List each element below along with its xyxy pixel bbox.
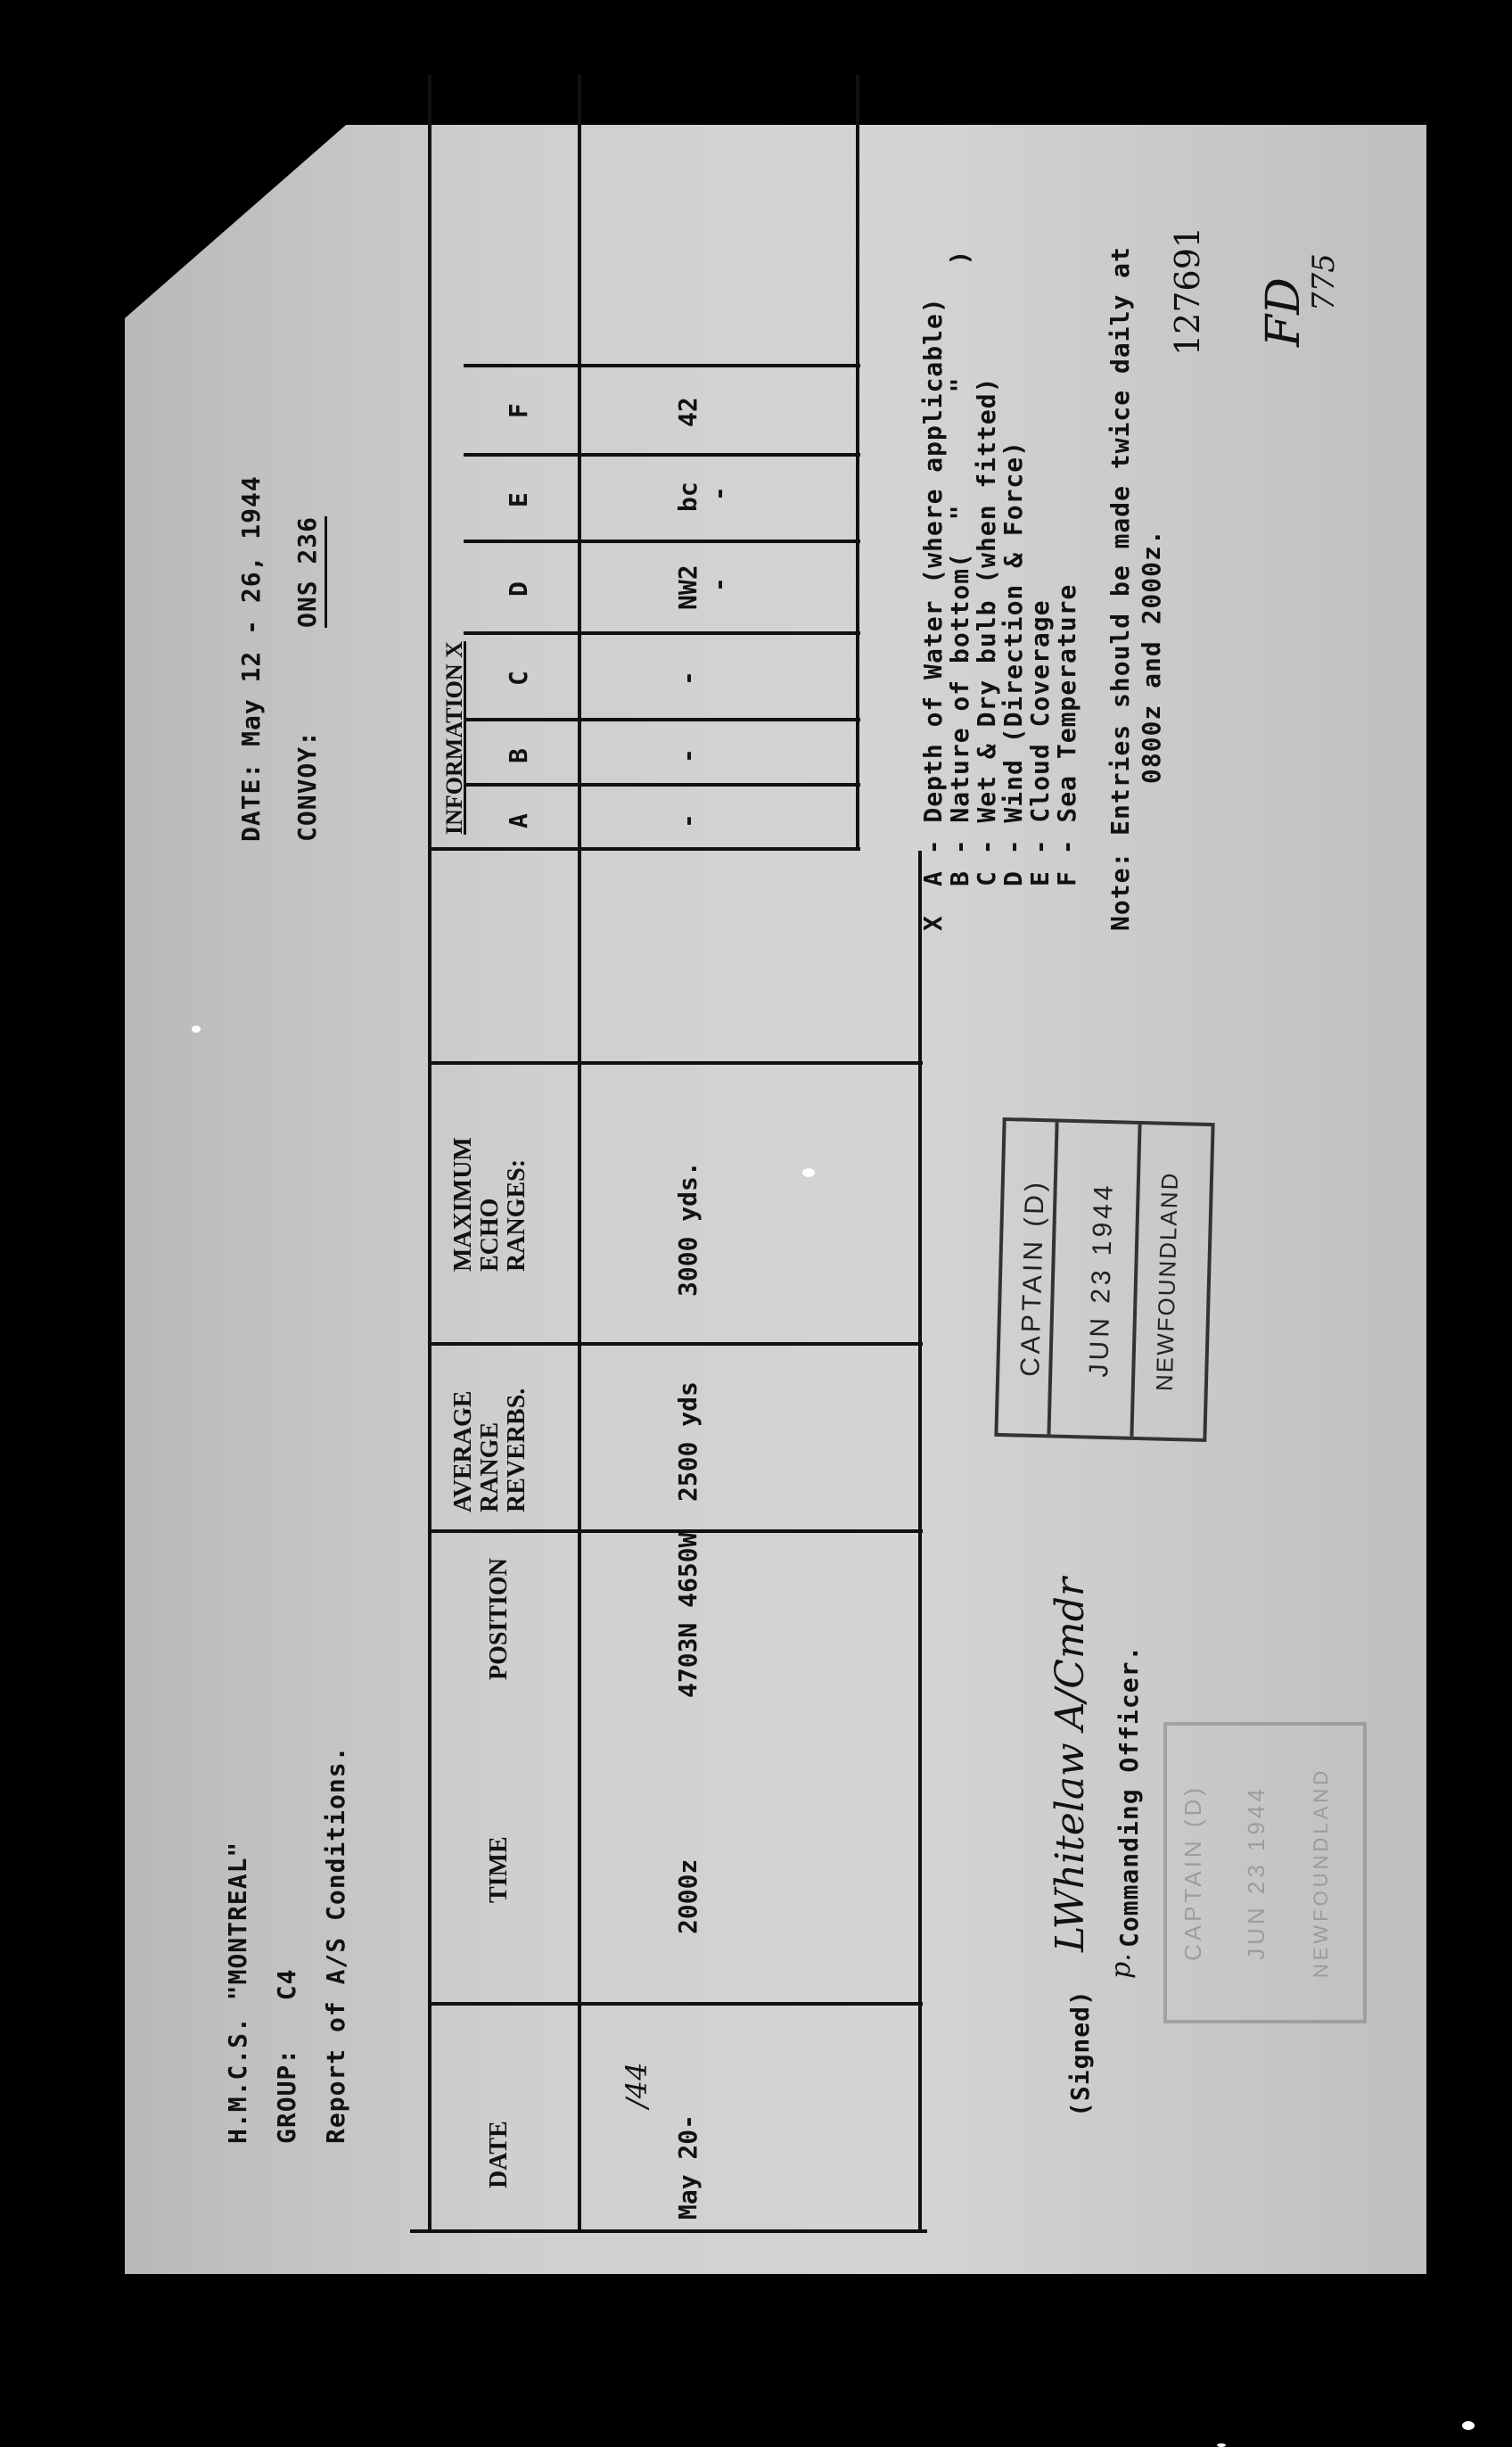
table-line-header-bottom — [578, 75, 581, 2233]
info-subheader-a: A — [504, 813, 533, 828]
handwritten-number: 775 — [1306, 253, 1342, 311]
row-position: 4703N 4650W — [673, 1532, 703, 1698]
table-line-left-bottom — [918, 851, 922, 2233]
row-info-e-sub: - — [704, 486, 734, 501]
scan-speck — [192, 1026, 201, 1033]
row-info-a: - — [673, 813, 703, 828]
stamp-line-2: JUN 23 1944 — [1084, 1181, 1119, 1378]
info-subheader-d: D — [504, 581, 533, 597]
note-line-1: Note: Entries should be made twice daily at — [1105, 246, 1135, 931]
row-info-c: - — [673, 671, 703, 686]
signature-prefix: p. — [1105, 1953, 1137, 1979]
faint-stamp-line-1: CAPTAIN (D) — [1179, 1784, 1206, 1962]
legend-item-b: B - Nature of bottom( " " ) — [945, 249, 974, 886]
table-col-sep-1 — [428, 2002, 923, 2006]
legend-item-a: A - Depth of Water (where applicable) — [918, 297, 948, 886]
convoy-label: CONVOY: — [292, 729, 322, 842]
row-info-f: 42 — [673, 397, 703, 427]
info-subheader-b: B — [504, 748, 533, 763]
table-col-sep-3 — [428, 1342, 923, 1346]
scan-speck — [1217, 2443, 1226, 2447]
scan-speck — [1462, 2421, 1475, 2430]
archive-number: 127691 — [1168, 226, 1207, 356]
row-info-b: - — [673, 748, 703, 763]
group-line: GROUP: C4 — [272, 1968, 301, 2144]
column-header-position: POSITION — [485, 1558, 513, 1680]
convoy-value: ONS 236 — [292, 515, 322, 628]
row-maximum-echo: 3000 yds. — [673, 1161, 703, 1297]
stamp-line-1: CAPTAIN (D) — [1015, 1178, 1050, 1378]
info-subheader-e: E — [504, 492, 533, 507]
faint-stamp — [1163, 1722, 1367, 2023]
row-average-range: 2500 yds — [673, 1381, 703, 1502]
table-line-right-bottom — [856, 75, 859, 851]
row-info-d-sub: - — [704, 577, 734, 592]
column-header-date: DATE — [485, 2121, 513, 2188]
table-line-top-right — [428, 75, 431, 307]
table-sub-sep-ab — [464, 783, 860, 787]
table-line-top — [428, 289, 431, 2233]
row-date: May 20- — [673, 2113, 703, 2220]
row-time: 2000z — [673, 1858, 703, 1934]
report-date: DATE: May 12 - 26, 1944 — [236, 475, 266, 842]
scan-speck — [802, 1168, 815, 1177]
note-line-2: 0800z and 2000z. — [1137, 529, 1166, 784]
handwritten-reference: FD — [1257, 277, 1311, 347]
table-sub-sep-cd — [464, 631, 860, 635]
legend-item-d: D - Wind (Direction & Force) — [998, 440, 1028, 886]
info-subheader-f: F — [504, 403, 533, 418]
captain-d-stamp — [994, 1117, 1214, 1442]
signatory-role: Commanding Officer. — [1114, 1644, 1144, 1948]
table-col-sep-4 — [428, 1061, 923, 1065]
ship-name: H.M.C.S. "MONTREAL" — [223, 1841, 252, 2144]
signed-label: (Signed) — [1065, 1990, 1095, 2117]
report-title: Report of A/S Conditions. — [321, 1745, 350, 2144]
stamp-divider-2 — [1130, 1125, 1141, 1437]
table-col-sep-0 — [410, 2229, 927, 2233]
table-col-sep-5 — [428, 847, 860, 851]
signature: LWhitelaw A/Cmdr — [1048, 1578, 1093, 1952]
info-subheader-c: C — [504, 671, 533, 686]
table-sub-sep-de — [464, 540, 860, 543]
legend-marker: X — [918, 915, 948, 931]
column-header-time: TIME — [485, 1836, 513, 1903]
legend-item-f: F - Sea Temperature — [1052, 583, 1081, 886]
faint-stamp-line-3: NEWFOUNDLAND — [1310, 1767, 1332, 1979]
column-header-average-range: AVERAGE RANGE REVERBS. — [449, 1388, 530, 1512]
row-date-correction: /44 — [620, 2062, 653, 2108]
legend-item-c: C - Wet & Dry bulb (when fitted) — [972, 376, 1001, 886]
table-sub-sep-bc — [464, 718, 860, 721]
row-info-d: NW2 — [673, 564, 703, 610]
table-sub-sep-f-end — [464, 364, 860, 367]
table-sub-sep-ef — [464, 453, 860, 457]
column-header-maximum-echo: MAXIMUM ECHO RANGES: — [449, 1137, 530, 1272]
faint-stamp-line-2: JUN 23 1944 — [1243, 1785, 1270, 1960]
stamp-line-3: NEWFOUNDLAND — [1150, 1171, 1184, 1392]
row-info-e: bc — [673, 482, 703, 512]
legend-item-e: E - Cloud Coverage — [1025, 599, 1055, 886]
column-header-information: INFORMATION X — [441, 641, 467, 835]
